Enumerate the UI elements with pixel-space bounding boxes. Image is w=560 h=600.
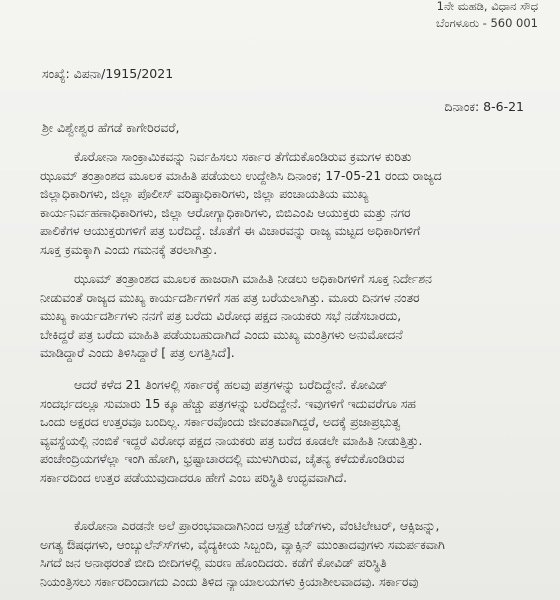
text-line: ಮುಖ್ಯ ಕಾರ್ಯದರ್ಶಿಗಳು ನನಗೆ ಪತ್ರ ಬರೆದು ವಿರೋಧ ಪಕ್ಷದ ನಾಯಕರು ಸಭೆ ನಡೆಸಬಾರದು, (40, 309, 402, 324)
text-line: ಸರ್ಕಾರದಿಂದ ಉತ್ತರ ಪಡೆಯುವುದಾದರೂ ಹೇಗೆ ಎಂಬ ಪರಿಸ್ಥಿತಿ ಉದ್ಭವವಾಗಿದೆ. (40, 470, 347, 485)
address-line-1: 1ನೇ ಮಹಡಿ, ವಿಧಾನ ಸೌಧ (436, 0, 538, 13)
text-line: ಕಾರ್ಯನಿರ್ವಹಣಾಧಿಕಾರಿಗಳು, ಜಿಲ್ಲಾ ಆರೋಗ್ಯಾಧಿಕಾರಿಗಳು, ಬಿಬಿಎಂಪಿ ಆಯುಕ್ತರು ಮತ್ತು ನಗರ (40, 205, 411, 220)
text-line: ಬೇಕಿದ್ದರೆ ಪತ್ರ ಬರೆದು ಮಾಹಿತಿ ಪಡೆಯಬಹುದಾಗಿದೆ ಎಂದು ಮುಖ್ಯ ಮಂತ್ರಿಗಳು ಅನುಮೋದನೆ (40, 327, 403, 342)
text-line: ಕೊರೋನಾ ಎರಡನೇ ಅಲೆ ಪ್ರಾರಂಭವಾದಾಗಿನಿಂದ ಆಸ್ಪತ್ರೆ ಬೆಡ್‍ಗಳು, ವೆಂಟಿಲೇಟರ್, ಆಕ್ಸಿಜನ್ನು, (74, 519, 440, 533)
text-line: ನಿಯಂತ್ರಿಸಲು ಸರ್ಕಾರದಿಂದಾಗದು ಎಂದು ತಿಳಿದ ನ್ಯಾಯಾಲಯಗಳು ಕ್ರಿಯಾಶೀಲವಾದವು. ಸರ್ಕಾರವು (40, 574, 419, 589)
reference-number: ಸಂಖ್ಯೆ: ವಿಪನಾ/1915/2021 (42, 66, 174, 81)
text-line: ಸೂಕ್ತ ಕ್ರಮಕ್ಕಾಗಿ ಎಂದು ಗಮನಕ್ಕೆ ತರಲಾಗಿತ್ತು. (40, 242, 218, 257)
paragraph-1 (40, 148, 550, 260)
text-line: ಅಗತ್ಯ ಔಷಧಗಳು, ಆಂಬ್ಯುಲೆನ್ಸ್‍ಗಳು, ವೈದ್ಯಕೀಯ ಸಿಬ್ಬಂದಿ, ವ್ಯಾಕ್ಸಿನ್ ಮುಂತಾದವುಗಳು ಸಮರ್ಪಕವಾಗಿ (40, 537, 445, 552)
text-line: ಆದರೆ ಕಳೆದ 21 ತಿಂಗಳಲ್ಲಿ ಸರ್ಕಾರಕ್ಕೆ ಹಲವು ಪತ್ರಗಳನ್ನು ಬರೆದಿದ್ದೇನೆ. ಕೋವಿಡ್ (74, 378, 388, 392)
text-line: ಕೊರೋನಾ ಸಾಂಕ್ರಾಮಿಕವನ್ನು ನಿರ್ವಹಿಸಲು ಸರ್ಕಾರ ತೆಗೆದುಕೊಂಡಿರುವ ಕ್ರಮಗಳ ಕುರಿತು (74, 150, 412, 164)
paragraph-2 (40, 270, 550, 363)
letter-date: ದಿನಾಂಕ: 8-6-21 (444, 99, 524, 114)
text-line: ನೀಡುವಂತೆ ರಾಜ್ಯದ ಮುಖ್ಯ ಕಾರ್ಯದರ್ಶಿಗಳಿಗೆ ಸಹ ಪತ್ರ ಬರೆಯಲಾಗಿತ್ತು. ಮೂರು ದಿನಗಳ ನಂತರ (40, 290, 420, 305)
text-line: ಜಿಲ್ಲಾಧಿಕಾರಿಗಳು, ಜಿಲ್ಲಾ ಪೊಲೀಸ್ ವರಿಷ್ಠಾಧಿಕಾರಿಗಳು, ಜಿಲ್ಲಾ ಪಂಚಾಯತಿಯ ಮುಖ್ಯ (40, 187, 369, 202)
paragraph-4 (40, 517, 550, 591)
address-line-2: ಬೆಂಗಳೂರು - 560 001 (436, 16, 538, 30)
text-line: ಪಂಚೇಂದ್ರಿಯಗಳೆಲ್ಲಾ ಇಂಗಿ ಹೋಗಿ, ಭ್ರಷ್ಟಾಚಾರದಲ್ಲಿ ಮುಳುಗಿರುವ, ಚೈತನ್ಯ ಕಳೆದುಕೊಂಡಿರುವ (40, 452, 405, 467)
text-line: ಸಂದರ್ಭದಲ್ಲೂ ಸುಮಾರು 15 ಕ್ಕೂ ಹೆಚ್ಚು ಪತ್ರಗಳನ್ನು ಬರೆದಿದ್ದೇನೆ. ಇವುಗಳಿಗೆ ಇದುವರೆಗೂ ಸಹ (40, 396, 416, 411)
text-line: ಸಿಗದೆ ಜನ ಅನಾಥರಂತೆ ಬೀದಿ ಬೀದಿಗಳಲ್ಲಿ ಮರಣ ಹೊಂದಿದರು. ಕಡೆಗೆ ಕೋವಿಡ್ ಪರಿಸ್ಥಿತಿ (40, 556, 387, 571)
letterhead-address (436, 0, 538, 32)
text-line: ಮಾಡಿದ್ದಾರೆ ಎಂದು ತಿಳಿಸಿದ್ದಾರೆ [ ಪತ್ರ ಲಗತ್ತಿಸಿದೆ]. (40, 346, 235, 361)
text-line: ಝೂಮ್ ತಂತ್ರಾಂಶದ ಮೂಲಕ ಮಾಹಿತಿ ಪಡೆಯಲು ಉದ್ದೇಶಿಸಿ ದಿನಾಂಕ; 17-05-21 ರಂದು ರಾಜ್ಯದ (40, 168, 442, 183)
text-line: ವ್ಯವಸ್ಥೆಯಲ್ಲಿ ನಂಬಿಕೆ ಇದ್ದರೆ ವಿರೋಧ ಪಕ್ಷದ ನಾಯಕರು ಪತ್ರ ಬರೆದ ಕೂಡಲೇ ಮಾಹಿತಿ ನೀಡುತ್ತಿತ್ತು. (40, 433, 423, 448)
text-line: ಝೂಮ್ ತಂತ್ರಾಂಶದ ಮೂಲಕ ಹಾಜರಾಗಿ ಮಾಹಿತಿ ನೀಡಲು ಅಧಿಕಾರಿಗಳಿಗೆ ಸೂಕ್ತ ನಿರ್ದೇಶನ (74, 272, 432, 286)
text-line: ಪಾಲಿಕೆಗಳ ಆಯುಕ್ತರುಗಳಿಗೆ ಪತ್ರ ಬರೆದಿದ್ದೆ. ಜೊತೆಗೆ ಈ ವಿಚಾರವನ್ನು ರಾಜ್ಯ ಮಟ್ಟದ ಅಧಿಕಾರಿಗಳಿಗೆ (40, 224, 421, 239)
salutation: ಶ್ರೀ ವಿಶ್ವೇಶ್ವರ ಹೆಗಡೆ ಕಾಗೇರಿರವರೆ, (42, 120, 180, 135)
text-line: ಒಂದು ಅಕ್ಷರದ ಉತ್ತರವೂ ಬಂದಿಲ್ಲ. ಸರ್ಕಾರವೊಂದು ಜೀವಂತವಾಗಿದ್ದರೆ, ಅದಕ್ಕೆ ಪ್ರಜಾಪ್ರಭುತ್ವ (40, 415, 401, 430)
paragraph-3 (40, 376, 550, 488)
